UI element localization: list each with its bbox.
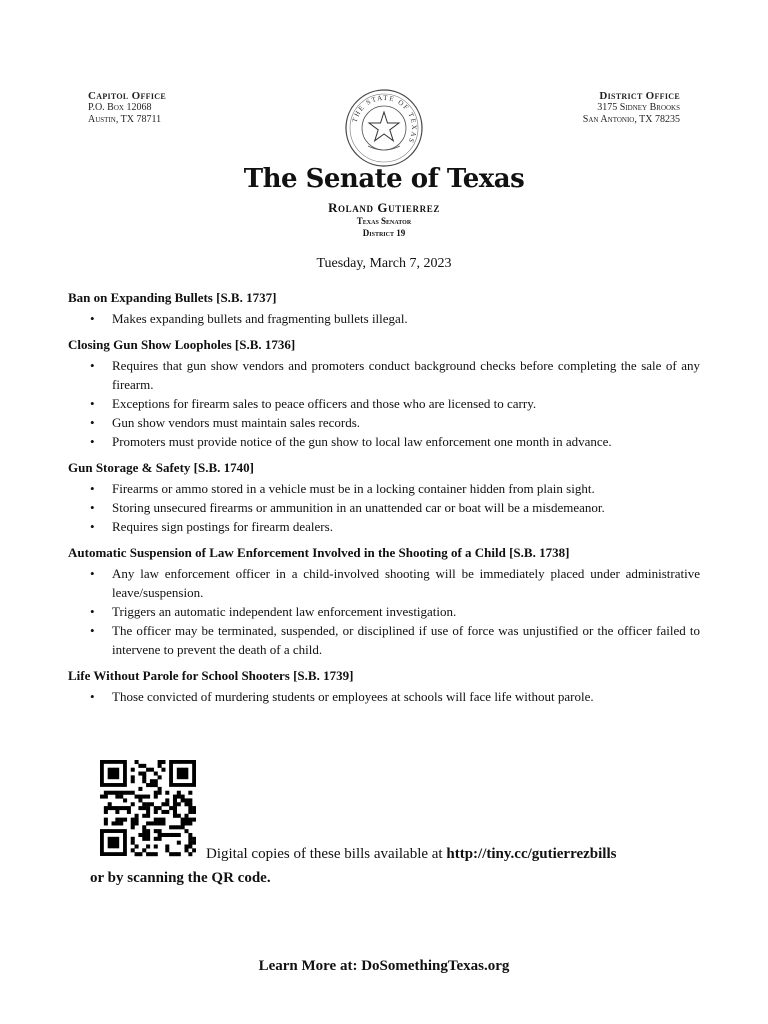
list-item xyxy=(68,479,700,498)
bill-section xyxy=(68,666,700,706)
bullet-icon: • xyxy=(90,434,95,449)
bill-sections xyxy=(68,288,700,713)
bullet-list xyxy=(68,309,700,328)
list-item-text: Storing unsecured firearms or ammunition in an unattended car or boat will be a misdemeanor. xyxy=(112,500,605,515)
digital-copies-prefix: Digital copies of these bills available at xyxy=(206,846,443,862)
bill-section xyxy=(68,543,700,659)
list-item-text: Exceptions for firearm sales to peace officers and those who are licensed to carry. xyxy=(112,396,537,411)
qr-code-modules xyxy=(100,760,196,856)
bullet-icon: • xyxy=(90,481,95,496)
svg-text:THE STATE OF TEXAS xyxy=(351,94,418,145)
list-item-text: Firearms or ammo stored in a vehicle must be in a locking container hidden from plain sight. xyxy=(112,481,595,496)
bullet-icon: • xyxy=(90,358,95,373)
bullet-icon: • xyxy=(90,500,95,515)
senator-title: Texas Senator xyxy=(356,216,412,226)
list-item-text: Any law enforcement officer in a child-involved shooting will be immediately placed under administrative leave/suspension. xyxy=(112,566,700,600)
list-item xyxy=(68,356,700,394)
bullet-icon: • xyxy=(90,415,95,430)
bill-section xyxy=(68,288,700,328)
list-item xyxy=(68,309,700,328)
list-item-text: Triggers an automatic independent law enforcement investigation. xyxy=(112,604,457,619)
seal-text: THE STATE OF TEXAS xyxy=(350,93,419,146)
list-item-text: Makes expanding bullets and fragmenting bullets illegal. xyxy=(112,311,408,326)
section-heading: Closing Gun Show Loopholes [S.B. 1736] xyxy=(68,337,296,352)
list-item-text: Those convicted of murdering students or employees at schools will face life without parole. xyxy=(112,689,594,704)
capitol-office-heading: Capitol Office xyxy=(88,90,166,102)
bill-section xyxy=(68,335,700,451)
bullet-icon: • xyxy=(90,566,95,581)
list-item-text: Promoters must provide notice of the gun show to local law enforcement one month in advance. xyxy=(112,434,612,449)
section-heading: Automatic Suspension of Law Enforcement Involved in the Shooting of a Child [S.B. 1738] xyxy=(68,545,570,560)
list-item xyxy=(68,602,700,621)
list-item xyxy=(68,687,700,706)
district-office-address xyxy=(583,90,680,126)
bullet-icon: • xyxy=(90,604,95,619)
section-heading: Life Without Parole for School Shooters [S.B. 1739] xyxy=(68,668,354,683)
list-item xyxy=(68,517,700,536)
bullet-list xyxy=(68,564,700,659)
digital-copies-text xyxy=(206,846,616,863)
bills-link[interactable]: http://tiny.cc/gutierrezbills xyxy=(446,846,617,862)
bullet-icon: • xyxy=(90,689,95,704)
bullet-icon: • xyxy=(90,396,95,411)
senate-title: The Senate of Texas xyxy=(243,164,525,194)
section-heading: Gun Storage & Safety [S.B. 1740] xyxy=(68,460,254,475)
list-item xyxy=(68,432,700,451)
list-item xyxy=(68,394,700,413)
scan-qr-text: or by scanning the QR code. xyxy=(90,870,271,886)
capitol-office-line2: Austin, TX 78711 xyxy=(88,114,162,125)
list-item-text: Requires sign postings for firearm dealers. xyxy=(112,519,333,534)
bullet-icon: • xyxy=(90,519,95,534)
qr-code-icon[interactable] xyxy=(100,760,196,860)
list-item xyxy=(68,621,700,659)
senator-district: District 19 xyxy=(362,228,406,238)
bullet-list xyxy=(68,356,700,451)
list-item xyxy=(68,564,700,602)
list-item xyxy=(68,498,700,517)
list-item xyxy=(68,413,700,432)
capitol-office-line1: P.O. Box 12068 xyxy=(88,102,152,113)
list-item-text: Gun show vendors must maintain sales records. xyxy=(112,415,361,430)
bill-section xyxy=(68,458,700,536)
district-office-heading: District Office xyxy=(599,90,680,102)
list-item-text: Requires that gun show vendors and promoters conduct background checks before completing the sale of any firearm. xyxy=(112,358,700,392)
capitol-office-address xyxy=(88,90,166,126)
learn-more-text: Learn More at: DoSomethingTexas.org xyxy=(258,958,510,974)
senator-name: Roland Gutierrez xyxy=(328,200,440,215)
bullet-list xyxy=(68,479,700,536)
letterhead xyxy=(88,82,680,242)
list-item-text: The officer may be terminated, suspended, or disciplined if use of force was unjustified or the officer failed to intervene to prevent the death of a child. xyxy=(112,623,700,657)
district-office-line2: San Antonio, TX 78235 xyxy=(582,114,680,125)
district-office-line1: 3175 Sidney Brooks xyxy=(597,102,680,113)
texas-state-seal-icon xyxy=(344,88,424,168)
bullet-list xyxy=(68,687,700,706)
bullet-icon: • xyxy=(90,623,95,638)
section-heading: Ban on Expanding Bullets [S.B. 1737] xyxy=(68,290,277,305)
document-date: Tuesday, March 7, 2023 xyxy=(316,256,452,271)
bullet-icon: • xyxy=(90,311,95,326)
